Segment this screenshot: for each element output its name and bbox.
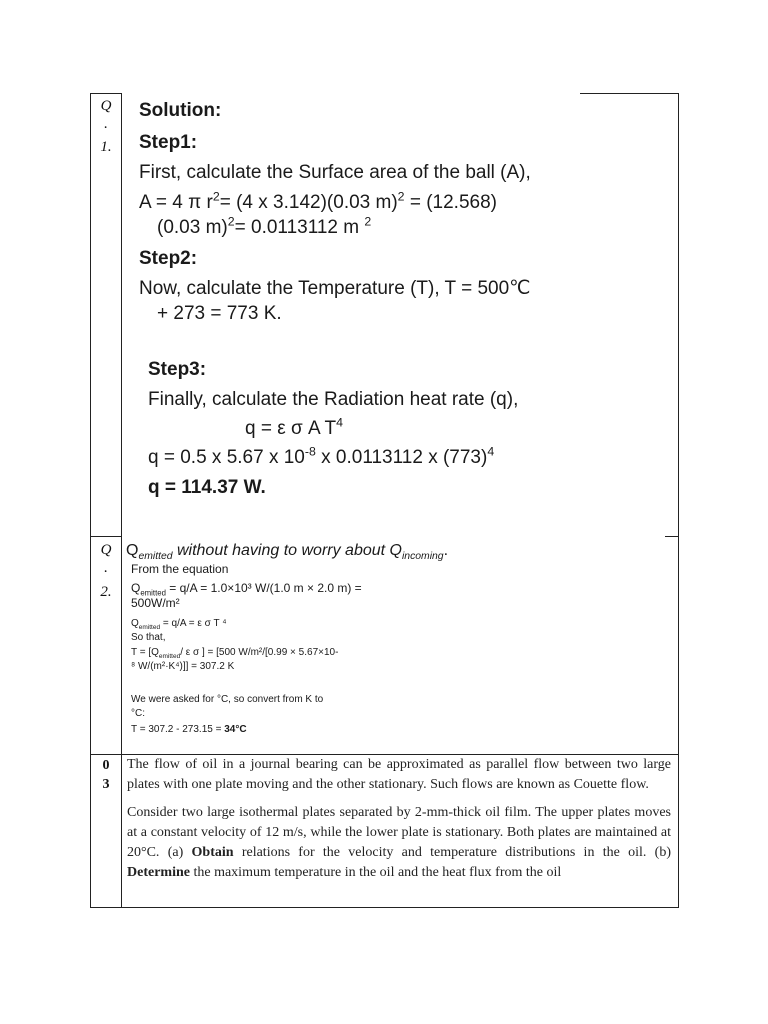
row-divider-1-right [665,536,679,537]
step2-title: Step2: [139,248,198,269]
radiation-calculation: q = 0.5 x 5.67 x $10^{-8}$ x 0.0113112 x $(773)^4$ [148,444,495,468]
table-border-top-right [580,93,679,94]
q3-num-digit-2: 3 [102,777,110,792]
q2-temperature-formula: $T = [Q_{emitted}/$ ε σ ] = [500 W/m²/[0.99 × 5.67×10- [131,647,339,660]
radiation-formula: q = ε σ A $T^4$ [245,415,344,439]
radiation-result: q = 114.37 W. [148,477,266,498]
step3-text: Finally, calculate the Radiation heat rate (q), [148,389,519,410]
q2-so-that: So that, [131,632,166,643]
table-border-top [90,93,122,94]
step3-title: Step3: [148,359,207,380]
q2-temperature-result: ⁸ W/(m²·K⁴)]] = 307.2 K [131,661,235,672]
q2-flux-result: 500W/m² [131,596,180,610]
step1-title: Step1: [139,132,198,153]
q1-num-digit: 1. [100,139,112,155]
row-divider-1 [90,536,122,537]
q2-convert-text: We were asked for °C, so convert from K to [131,694,324,705]
step2-text-continued: + 273 = 773 K. [157,303,282,324]
q2-num-dot: . [104,560,108,576]
table-border-bottom [90,907,679,908]
q2-equation-label: From the equation [131,562,229,576]
solution-heading: Solution: [139,100,222,121]
q3-paragraph-1: The flow of oil in a journal bearing can be approximated as parallel flow between two large plates with one plate moving and the other stationary. Such flows are known as Couette flow. [127,757,671,792]
step1-text: First, calculate the Surface area of the ball (A), [139,162,531,183]
q2-intro-line: $Q_{emitted}$ without having to worry about $Q_{incoming}$. [126,542,449,563]
area-line-2: (0.03 m)$^2$= 0.0113112 m $^2$ [157,214,372,238]
step2-text: Now, calculate the Temperature (T), T = 500℃ [139,278,531,299]
q2-flux-line: $Q_{emitted} = q/A = 1.0\times 10^3$ W/(1.0 m × 2.0 m) = [131,581,362,598]
q3-paragraph-2: Consider two large isothermal plates separated by 2-mm-thick oil film. The upper plates moves at a constant velocity of 12 m/s, while the lower plate is stationary. Both plates are maintained at 20°C. (a) Obtain relations for the velocity and temperature distributions in the oil. (b) Determine the maximum temperature in the oil and the heat flux from the oil [127,805,671,880]
q3-num-digit-1: 0 [102,758,110,773]
q3-problem-text [127,755,671,883]
q2-num-letter: Q [100,542,112,558]
table-column-divider [121,93,122,908]
q2-convert-unit: °C: [131,708,145,719]
table-border-right [678,93,679,908]
q1-num-letter: Q [100,98,112,114]
q2-final-answer: T = 307.2 - 273.15 = 34°C [131,724,247,735]
q2-emitted-equation: $Q_{emitted} = q/A = \varepsilon$ σ T ⁴ [131,618,227,631]
area-line-1: A = 4 π $r^2= (4$ x 3.142)(0.03 m)$^2$ = (12.568) [139,189,497,213]
q2-num-digit: 2. [100,584,112,600]
q1-num-dot: . [104,116,108,132]
